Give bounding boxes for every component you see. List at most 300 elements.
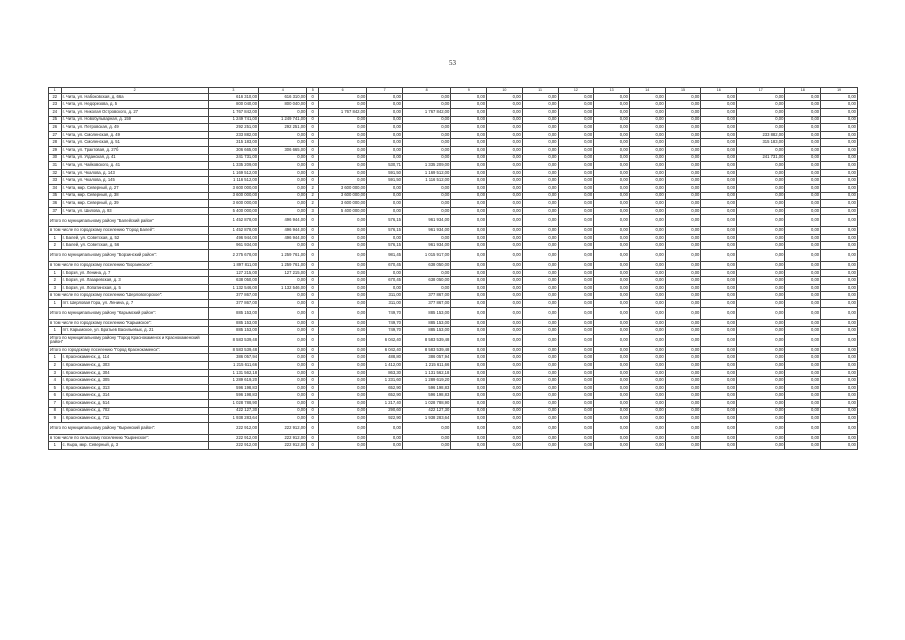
table-row xyxy=(49,407,858,415)
value-cell: 0,00 xyxy=(701,227,737,235)
value-cell: 0,00 xyxy=(558,101,594,109)
value-cell: 306 665,00 xyxy=(259,146,307,154)
value-cell: 0,00 xyxy=(821,139,858,147)
value-cell: 0,00 xyxy=(665,407,701,415)
value-cell: 0,00 xyxy=(403,442,451,450)
value-cell: 1 767 842,00 xyxy=(208,108,258,116)
column-number: 3 xyxy=(208,88,258,94)
value-cell: 0,00 xyxy=(487,377,523,385)
value-cell: 5 400 000,00 xyxy=(208,207,258,215)
value-cell: 0,00 xyxy=(403,139,451,147)
value-cell: 0,00 xyxy=(665,354,701,362)
value-cell: 0,00 xyxy=(451,139,487,147)
value-cell: 0,00 xyxy=(594,354,630,362)
value-cell: 0,00 xyxy=(785,415,821,423)
value-cell: 0 xyxy=(307,354,319,362)
row-number: 1 xyxy=(49,269,62,277)
value-cell: 0,00 xyxy=(522,262,558,270)
address-cell: г. Чита, ул. Чайковского, д. 41 xyxy=(61,162,208,170)
value-cell: 0,00 xyxy=(558,362,594,370)
value-cell: 0,00 xyxy=(451,434,487,442)
value-cell: 1 767 842,00 xyxy=(403,108,451,116)
value-cell: 0,00 xyxy=(701,124,737,132)
value-cell: 1 116 512,00 xyxy=(403,177,451,185)
value-cell: 0,00 xyxy=(487,131,523,139)
value-cell: 0,00 xyxy=(785,262,821,270)
value-cell: 0,00 xyxy=(451,116,487,124)
value-cell: 596 198,83 xyxy=(208,392,258,400)
value-cell: 0,00 xyxy=(594,234,630,242)
value-cell: 0,00 xyxy=(701,442,737,450)
value-cell: 0,00 xyxy=(522,207,558,215)
value-cell: 496 944,00 xyxy=(208,234,258,242)
value-cell: 616 310,00 xyxy=(208,93,258,101)
value-cell: 0,00 xyxy=(487,227,523,235)
total-label: Итого по муниципальному району "Город Краснокаменск и Краснокаменский район" xyxy=(49,334,209,346)
value-cell: 496 944,00 xyxy=(259,234,307,242)
value-cell: 0,00 xyxy=(629,207,665,215)
value-cell: 0 xyxy=(307,284,319,292)
value-cell: 0,00 xyxy=(665,384,701,392)
address-cell: г. Краснокаменск, д. 711 xyxy=(61,415,208,423)
value-cell: 0,00 xyxy=(522,169,558,177)
value-cell: 0,00 xyxy=(629,131,665,139)
value-cell: 0,00 xyxy=(701,327,737,335)
value-cell: 0,00 xyxy=(821,162,858,170)
value-cell: 0 xyxy=(307,154,319,162)
value-cell: 2 275 678,00 xyxy=(208,250,258,262)
value-cell: 0,00 xyxy=(558,250,594,262)
value-cell: 0,00 xyxy=(665,207,701,215)
table-row xyxy=(49,93,858,101)
address-cell: г. Борзя, ул. Ленина, д. 7 xyxy=(61,269,208,277)
value-cell: 0,00 xyxy=(821,184,858,192)
value-cell: 0,00 xyxy=(558,346,594,354)
value-cell: 0,00 xyxy=(403,200,451,208)
value-cell: 0,00 xyxy=(785,377,821,385)
value-cell: 0,00 xyxy=(259,307,307,319)
settlement-subtotal-row xyxy=(49,227,858,235)
value-cell: 1 131 562,18 xyxy=(208,369,258,377)
value-cell: 0,00 xyxy=(785,354,821,362)
value-cell: 1 289 619,20 xyxy=(403,377,451,385)
value-cell: 0,00 xyxy=(451,215,487,227)
value-cell: 576,15 xyxy=(367,227,403,235)
value-cell: 0,00 xyxy=(629,162,665,170)
value-cell: 0,00 xyxy=(594,262,630,270)
value-cell: 0 xyxy=(307,124,319,132)
value-cell: 0,00 xyxy=(558,215,594,227)
row-number: 27 xyxy=(49,131,62,139)
value-cell: 0 xyxy=(307,369,319,377)
value-cell: 0,00 xyxy=(487,177,523,185)
value-cell: 616 310,00 xyxy=(259,93,307,101)
value-cell: 0,00 xyxy=(487,442,523,450)
value-cell: 0,00 xyxy=(701,184,737,192)
value-cell: 222 912,00 xyxy=(208,434,258,442)
value-cell: 0,00 xyxy=(594,200,630,208)
value-cell: 576,15 xyxy=(367,242,403,250)
value-cell: 0,00 xyxy=(367,207,403,215)
value-cell: 0,00 xyxy=(403,422,451,434)
value-cell: 127 215,00 xyxy=(259,269,307,277)
value-cell: 0,00 xyxy=(665,192,701,200)
value-cell: 0,00 xyxy=(318,399,366,407)
value-cell: 0 xyxy=(307,346,319,354)
address-cell: с. Кыра, мкр. Северный, д. 3 xyxy=(61,442,208,450)
value-cell: 0,00 xyxy=(259,292,307,300)
address-cell: г. Краснокаменск, д. 702 xyxy=(61,407,208,415)
value-cell: 0,00 xyxy=(451,169,487,177)
value-cell: 0,00 xyxy=(629,184,665,192)
value-cell: 0,00 xyxy=(665,93,701,101)
table-row xyxy=(49,377,858,385)
value-cell: 1 249 741,00 xyxy=(259,116,307,124)
value-cell: 0,00 xyxy=(737,184,785,192)
value-cell: 0,00 xyxy=(594,101,630,109)
value-cell: 0,00 xyxy=(629,346,665,354)
value-cell: 922,90 xyxy=(367,415,403,423)
value-cell: 0,00 xyxy=(522,346,558,354)
value-cell: 0,00 xyxy=(785,192,821,200)
value-cell: 0,00 xyxy=(821,377,858,385)
value-cell: 0,00 xyxy=(701,250,737,262)
address-cell: г. Чита, ул. Чкалова, д. 145 xyxy=(61,177,208,185)
value-cell: 0,00 xyxy=(701,292,737,300)
value-cell: 0,00 xyxy=(821,207,858,215)
value-cell: 0,00 xyxy=(522,146,558,154)
value-cell: 0,00 xyxy=(594,384,630,392)
value-cell: 0,00 xyxy=(594,300,630,308)
column-number: 16 xyxy=(701,88,737,94)
value-cell: 0,00 xyxy=(629,250,665,262)
table-row xyxy=(49,154,858,162)
value-cell: 0,00 xyxy=(367,184,403,192)
value-cell: 863,30 xyxy=(367,369,403,377)
value-cell: 0,00 xyxy=(522,124,558,132)
value-cell: 0,00 xyxy=(403,154,451,162)
value-cell: 0,00 xyxy=(451,146,487,154)
value-cell: 0,00 xyxy=(629,415,665,423)
settlement-subtotal-row xyxy=(49,319,858,327)
value-cell: 0,00 xyxy=(737,284,785,292)
value-cell: 0,00 xyxy=(259,177,307,185)
value-cell: 0,00 xyxy=(487,384,523,392)
value-cell: 0,00 xyxy=(558,124,594,132)
value-cell: 0,00 xyxy=(318,154,366,162)
value-cell: 0,00 xyxy=(451,319,487,327)
value-cell: 0,00 xyxy=(403,116,451,124)
value-cell: 0,00 xyxy=(558,177,594,185)
value-cell: 0,00 xyxy=(665,177,701,185)
value-cell: 0,00 xyxy=(259,384,307,392)
value-cell: 0 xyxy=(307,327,319,335)
value-cell: 0,00 xyxy=(737,392,785,400)
value-cell: 0,00 xyxy=(451,234,487,242)
value-cell: 0,00 xyxy=(737,346,785,354)
value-cell: 0,00 xyxy=(522,139,558,147)
table-row xyxy=(49,116,858,124)
value-cell: 0,00 xyxy=(629,169,665,177)
value-cell: 0,00 xyxy=(522,362,558,370)
value-cell: 0,00 xyxy=(737,192,785,200)
value-cell: 0,00 xyxy=(737,369,785,377)
value-cell: 0,00 xyxy=(451,93,487,101)
value-cell: 0,00 xyxy=(665,300,701,308)
value-cell: 0,00 xyxy=(821,93,858,101)
value-cell: 0,00 xyxy=(259,184,307,192)
value-cell: 0,00 xyxy=(318,277,366,285)
value-cell: 3 600 000,00 xyxy=(318,184,366,192)
value-cell: 0,00 xyxy=(522,227,558,235)
value-cell: 1 169 512,00 xyxy=(403,169,451,177)
value-cell: 0,00 xyxy=(367,146,403,154)
value-cell: 0,00 xyxy=(665,146,701,154)
value-cell: 0,00 xyxy=(403,434,451,442)
value-cell: 0,00 xyxy=(318,407,366,415)
value-cell: 0,00 xyxy=(785,124,821,132)
value-cell: 0,00 xyxy=(629,327,665,335)
value-cell: 0 xyxy=(307,250,319,262)
value-cell: 0,00 xyxy=(558,154,594,162)
value-cell: 0,00 xyxy=(487,415,523,423)
value-cell: 0,00 xyxy=(665,422,701,434)
value-cell: 0,00 xyxy=(701,177,737,185)
value-cell: 0,00 xyxy=(558,354,594,362)
value-cell: 0,00 xyxy=(629,422,665,434)
value-cell: 0,00 xyxy=(487,284,523,292)
address-cell: г. Краснокаменск, д. 114 xyxy=(61,354,208,362)
value-cell: 0,00 xyxy=(785,242,821,250)
value-cell: 0 xyxy=(307,392,319,400)
value-cell: 0,00 xyxy=(701,192,737,200)
value-cell: 0,00 xyxy=(665,277,701,285)
value-cell: 0,00 xyxy=(821,177,858,185)
value-cell: 0,00 xyxy=(737,207,785,215)
value-cell: 0,00 xyxy=(665,124,701,132)
row-number: 8 xyxy=(49,407,62,415)
value-cell: 0,00 xyxy=(367,139,403,147)
value-cell: 1 335 209,00 xyxy=(403,162,451,170)
value-cell: 0,00 xyxy=(594,399,630,407)
value-cell: 0,00 xyxy=(451,362,487,370)
column-number: 7 xyxy=(367,88,403,94)
row-number: 5 xyxy=(49,384,62,392)
value-cell: 3 600 000,00 xyxy=(208,200,258,208)
value-cell: 0,00 xyxy=(629,277,665,285)
value-cell: 377 867,00 xyxy=(208,300,258,308)
value-cell: 0,00 xyxy=(451,442,487,450)
value-cell: 0,00 xyxy=(821,422,858,434)
total-label: в том числе по городскому поселению "Шерловогорское": xyxy=(49,292,209,300)
column-number: 13 xyxy=(594,88,630,94)
value-cell: 0,00 xyxy=(629,369,665,377)
value-cell: 0,00 xyxy=(558,407,594,415)
value-cell: 0,00 xyxy=(785,399,821,407)
value-cell: 0,00 xyxy=(318,415,366,423)
value-cell: 576,15 xyxy=(367,215,403,227)
value-cell: 0,00 xyxy=(701,384,737,392)
value-cell: 0,00 xyxy=(594,434,630,442)
value-cell: 233 882,00 xyxy=(737,131,785,139)
value-cell: 0,00 xyxy=(785,422,821,434)
value-cell: 0,00 xyxy=(629,101,665,109)
value-cell: 0,00 xyxy=(367,192,403,200)
value-cell: 2 xyxy=(307,192,319,200)
value-cell: 885 153,00 xyxy=(403,327,451,335)
row-number: 7 xyxy=(49,399,62,407)
value-cell: 0,00 xyxy=(821,169,858,177)
value-cell: 0,00 xyxy=(522,384,558,392)
value-cell: 0,00 xyxy=(451,124,487,132)
value-cell: 0 xyxy=(307,169,319,177)
value-cell: 0,00 xyxy=(737,242,785,250)
value-cell: 0,00 xyxy=(259,242,307,250)
value-cell: 0,00 xyxy=(487,139,523,147)
value-cell: 0,00 xyxy=(451,154,487,162)
table-row xyxy=(49,177,858,185)
value-cell: 0,00 xyxy=(259,346,307,354)
address-cell: г. Чита, ул. Николая Островского, д. 27 xyxy=(61,108,208,116)
table-row xyxy=(49,284,858,292)
value-cell: 0,00 xyxy=(629,215,665,227)
value-cell: 0,00 xyxy=(737,292,785,300)
value-cell: 0 xyxy=(307,277,319,285)
value-cell: 0,00 xyxy=(451,162,487,170)
value-cell: 0 xyxy=(307,384,319,392)
value-cell: 0,00 xyxy=(821,227,858,235)
value-cell: 0,00 xyxy=(367,93,403,101)
value-cell: 0,00 xyxy=(701,346,737,354)
value-cell: 0,00 xyxy=(451,377,487,385)
value-cell: 0,00 xyxy=(451,101,487,109)
value-cell: 0,00 xyxy=(318,146,366,154)
value-cell: 0,00 xyxy=(737,442,785,450)
value-cell: 0,00 xyxy=(629,262,665,270)
value-cell: 0,00 xyxy=(558,334,594,346)
value-cell: 0,00 xyxy=(701,162,737,170)
value-cell: 0,00 xyxy=(737,415,785,423)
value-cell: 961 934,00 xyxy=(403,242,451,250)
table-row xyxy=(49,242,858,250)
value-cell: 0,00 xyxy=(629,269,665,277)
value-cell: 0,00 xyxy=(318,101,366,109)
table-row xyxy=(49,354,858,362)
value-cell: 0,00 xyxy=(403,192,451,200)
value-cell: 0 xyxy=(307,300,319,308)
value-cell: 0,00 xyxy=(701,215,737,227)
table-body xyxy=(49,88,858,450)
value-cell: 638 050,00 xyxy=(403,277,451,285)
value-cell: 0,00 xyxy=(737,362,785,370)
district-total-row xyxy=(49,250,858,262)
value-cell: 0,00 xyxy=(785,277,821,285)
total-label: Итого по городскому поселению "Город Краснокаменск": xyxy=(49,346,209,354)
value-cell: 0,00 xyxy=(665,334,701,346)
value-cell: 0,00 xyxy=(785,250,821,262)
total-label: в том числе по сельскому поселению "Кыринское": xyxy=(49,434,209,442)
value-cell: 496 944,00 xyxy=(259,215,307,227)
value-cell: 127 215,00 xyxy=(208,269,258,277)
value-cell: 0,00 xyxy=(451,269,487,277)
value-cell: 0,00 xyxy=(318,422,366,434)
value-cell: 0,00 xyxy=(487,422,523,434)
total-label: Итого по муниципальному району "Кыринский район": xyxy=(49,422,209,434)
value-cell: 2 xyxy=(307,200,319,208)
table-row xyxy=(49,392,858,400)
value-cell: 0,00 xyxy=(259,407,307,415)
value-cell: 0,00 xyxy=(367,101,403,109)
table-row xyxy=(49,101,858,109)
value-cell: 0,00 xyxy=(487,292,523,300)
value-cell: 0,00 xyxy=(701,307,737,319)
row-number: 1 xyxy=(49,327,62,335)
value-cell: 0,00 xyxy=(487,262,523,270)
value-cell: 596 198,83 xyxy=(403,392,451,400)
value-cell: 0,00 xyxy=(821,392,858,400)
row-number: 32 xyxy=(49,169,62,177)
settlement-subtotal-row xyxy=(49,292,858,300)
address-cell: г. Чита, мкр. Северный, д. 27 xyxy=(61,184,208,192)
value-cell: 0,00 xyxy=(737,146,785,154)
value-cell: 0,00 xyxy=(558,234,594,242)
value-cell: 0,00 xyxy=(785,101,821,109)
table-row xyxy=(49,362,858,370)
value-cell: 1 215 611,66 xyxy=(208,362,258,370)
value-cell: 0,00 xyxy=(594,108,630,116)
value-cell: 0,00 xyxy=(737,269,785,277)
value-cell: 3 600 000,00 xyxy=(318,192,366,200)
value-cell: 0,00 xyxy=(665,200,701,208)
value-cell: 0,00 xyxy=(785,442,821,450)
value-cell: 0,00 xyxy=(701,434,737,442)
value-cell: 233 882,00 xyxy=(208,131,258,139)
value-cell: 0,00 xyxy=(487,207,523,215)
value-cell: 0,00 xyxy=(629,177,665,185)
value-cell: 0,00 xyxy=(785,234,821,242)
value-cell: 0,00 xyxy=(821,369,858,377)
value-cell: 0,00 xyxy=(318,169,366,177)
column-number: 5 xyxy=(307,88,319,94)
row-number: 9 xyxy=(49,415,62,423)
value-cell: 0,00 xyxy=(318,442,366,450)
value-cell: 0,00 xyxy=(451,200,487,208)
value-cell: 0,00 xyxy=(259,399,307,407)
value-cell: 0,00 xyxy=(737,434,785,442)
value-cell: 0,00 xyxy=(318,269,366,277)
value-cell: 0,00 xyxy=(785,184,821,192)
value-cell: 0,00 xyxy=(558,146,594,154)
value-cell: 0,00 xyxy=(318,434,366,442)
value-cell: 0,00 xyxy=(487,362,523,370)
value-cell: 0,00 xyxy=(522,434,558,442)
value-cell: 0,00 xyxy=(522,215,558,227)
value-cell: 0,00 xyxy=(558,392,594,400)
value-cell: 0,00 xyxy=(259,154,307,162)
value-cell: 1 249 741,00 xyxy=(208,116,258,124)
row-number: 34 xyxy=(49,184,62,192)
value-cell: 1 028 788,90 xyxy=(403,399,451,407)
address-cell: г. Борзя, ул. Лопатинская, д. 5 xyxy=(61,284,208,292)
value-cell: 0,00 xyxy=(785,269,821,277)
value-cell: 0 xyxy=(307,415,319,423)
value-cell: 800 040,00 xyxy=(208,101,258,109)
value-cell: 0,00 xyxy=(785,327,821,335)
value-cell: 0,00 xyxy=(821,124,858,132)
value-cell: 0,00 xyxy=(594,415,630,423)
value-cell: 0,00 xyxy=(487,327,523,335)
value-cell: 0,00 xyxy=(785,207,821,215)
